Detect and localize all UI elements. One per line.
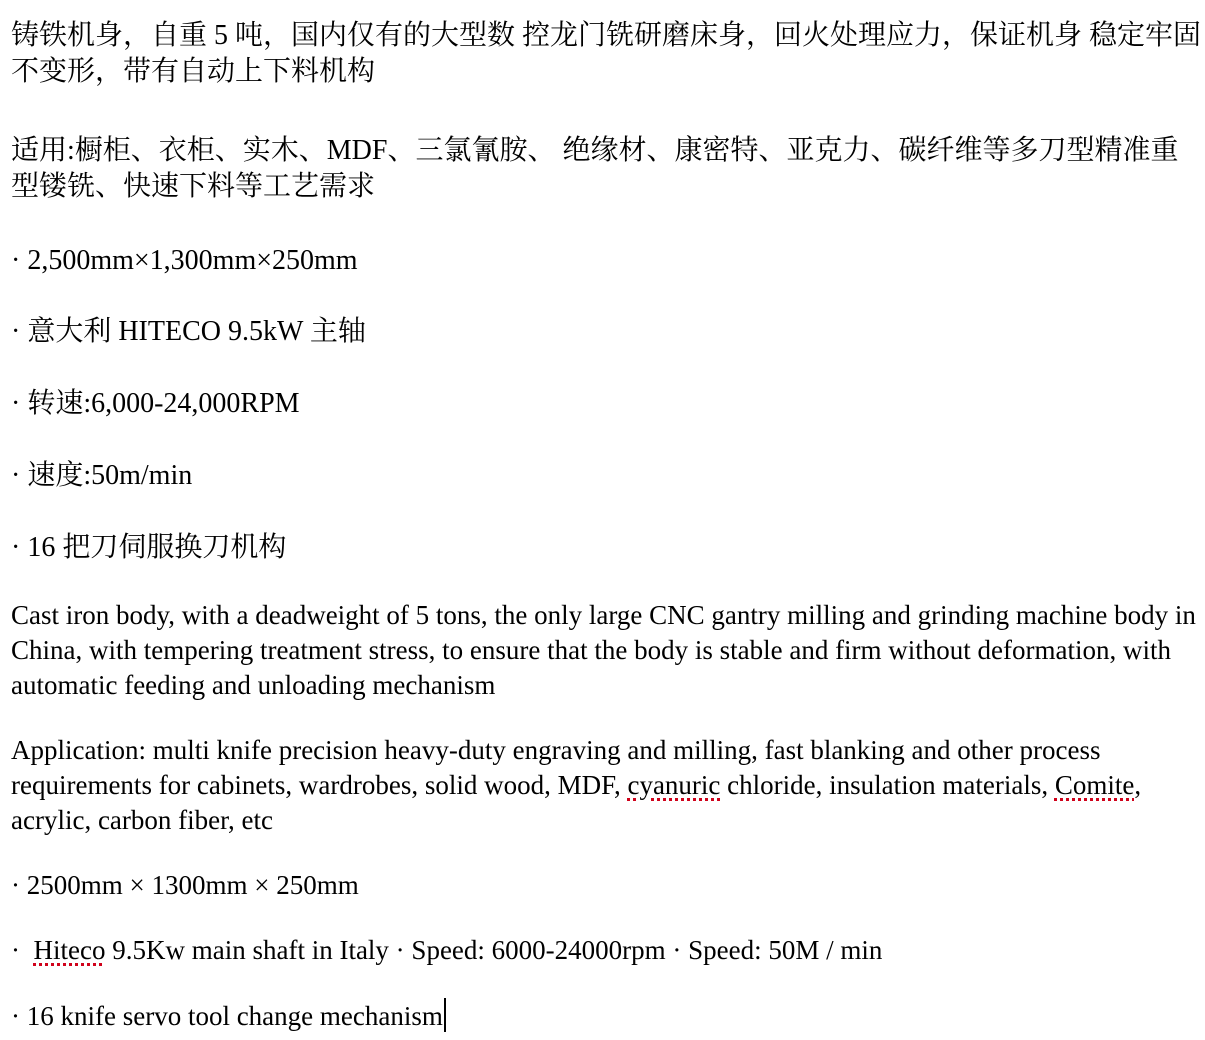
en-spec-tools-line — [11, 998, 1201, 1034]
cn-spec-spindle: · 意大利 HITECO 9.5kW 主轴 — [11, 316, 366, 347]
spelling-error-cyanuric[interactable]: cyanuric — [627, 770, 721, 800]
cn-spec-speed: · 速度:50m/min — [11, 460, 193, 491]
en-application-paragraph — [11, 733, 1201, 838]
spelling-error-hiteco[interactable]: Hiteco — [33, 935, 106, 965]
en-application-text-2: chloride, insulation materials, — [720, 770, 1055, 800]
cn-application-paragraph: 适用:橱柜、衣柜、实木、MDF、三氯氰胺、 绝缘材、康密特、亚克力、碳纤维等多刀型精准重型镂铣、快速下料等工艺需求 — [11, 135, 1179, 202]
en-application-text-1: Application: multi knife precision heavy-duty engraving and milling, fast blanking and other process requirements for cabinets, wardrobes, solid wood, MDF, — [11, 735, 1101, 800]
en-spec-size: · 2500mm × 1300mm × 250mm — [11, 870, 359, 900]
en-spec-spindle-rest: 9.5Kw main shaft in Italy · Speed: 6000-24000rpm · Speed: 50M / min — [105, 935, 883, 965]
cn-intro-paragraph: 铸铁机身，自重 5 吨，国内仅有的大型数 控龙门铣研磨床身，回火处理应力，保证机身 稳定牢固不变形，带有自动上下料机构 — [11, 20, 1202, 87]
spelling-error-comite[interactable]: Comite — [1054, 770, 1135, 800]
en-application-text-3: , acrylic, carbon fiber, etc — [11, 770, 1142, 835]
en-intro-paragraph: Cast iron body, with a deadweight of 5 tons, the only large CNC gantry milling and grinding machine body in China, with tempering treatment stress, to ensure that the body is stable and firm without deformation, with automatic feeding and unloading mechanism — [11, 600, 1196, 700]
en-spec-tools: · 16 knife servo tool change mechanism — [11, 1001, 443, 1031]
text-cursor — [444, 998, 446, 1032]
en-spec-spindle-prefix: · — [11, 935, 34, 965]
en-spec-spindle — [11, 933, 1201, 968]
cn-spec-tools: · 16 把刀伺服换刀机构 — [11, 532, 287, 563]
cn-spec-size: · 2,500mm×1,300mm×250mm — [11, 245, 358, 276]
cn-spec-rpm: · 转速:6,000-24,000RPM — [11, 388, 300, 419]
